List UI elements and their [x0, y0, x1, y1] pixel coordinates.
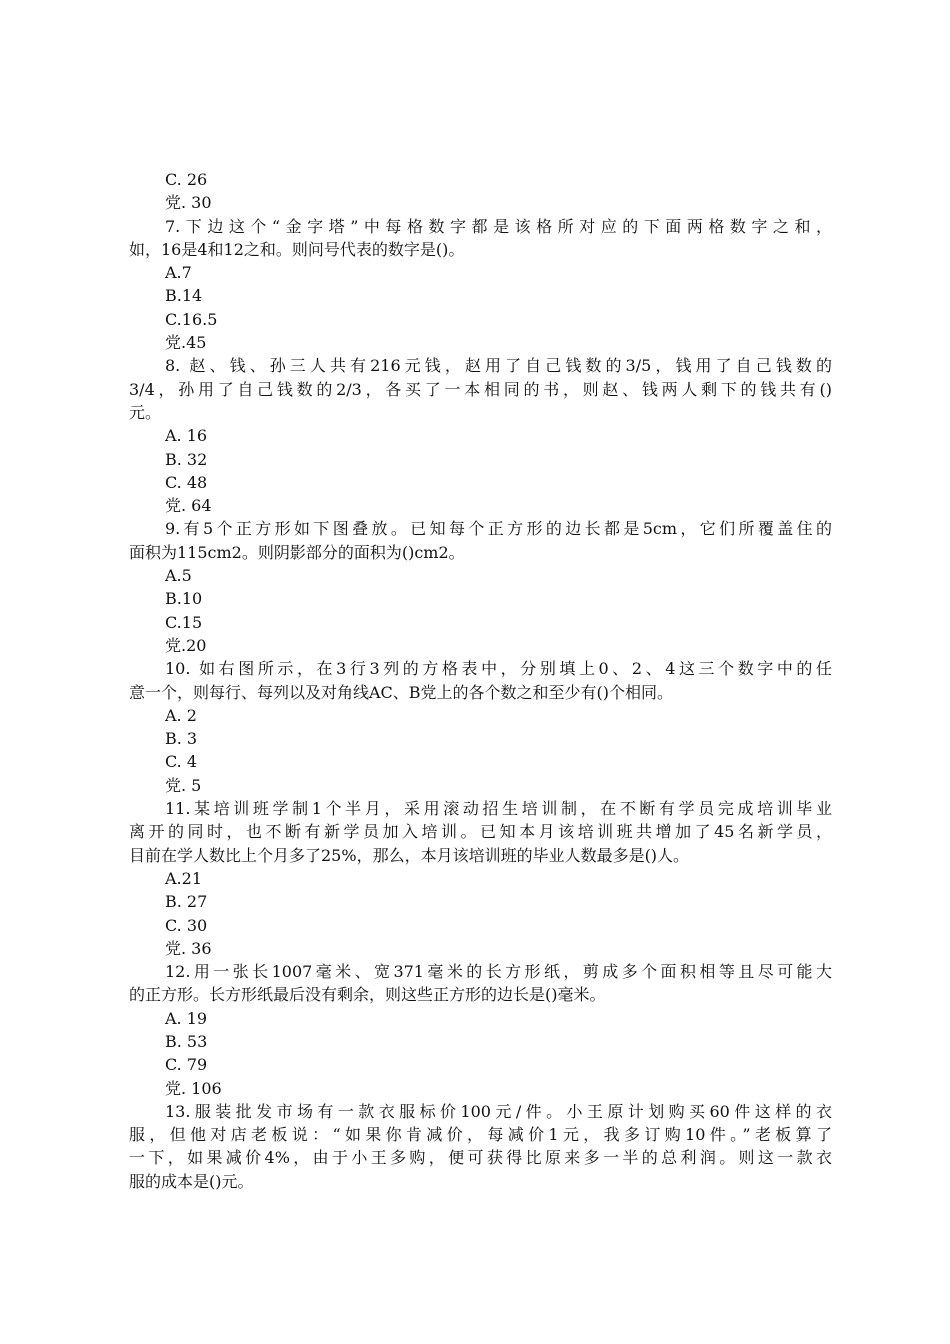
- answer-option: C.16.5: [165, 309, 218, 329]
- question-text-line: 意一个，则每行、每列以及对角线AC、B党上的各个数之和至少有()个相同。: [129, 682, 674, 702]
- answer-option: A. 2: [165, 705, 197, 725]
- answer-option: C.15: [165, 612, 203, 632]
- answer-option: 党.20: [165, 635, 207, 655]
- question-text-line: 元。: [129, 402, 162, 422]
- answer-option: A.7: [165, 263, 192, 283]
- question-text-line: 服的成本是()元。: [129, 1171, 254, 1191]
- answer-option: A. 16: [165, 426, 208, 446]
- question-text-line: 13.服装批发市场有一款衣服标价100元/件。小王原计划购买60件这样的衣: [165, 1101, 832, 1121]
- answer-option: C. 79: [165, 1055, 208, 1075]
- document-page: [129, 168, 832, 1193]
- answer-option: B. 27: [165, 892, 208, 912]
- answer-option: 党. 106: [165, 1078, 222, 1098]
- answer-option: B. 3: [165, 729, 198, 749]
- question-text-line: 12.用一张长1007毫米、宽371毫米的长方形纸，剪成多个面积相等且尽可能大: [165, 962, 832, 982]
- answer-option: 党. 5: [165, 775, 202, 795]
- question-text-line: 如，16是4和12之和。则问号代表的数字是()。: [129, 239, 465, 259]
- question-text-line: 3/4，孙用了自己钱数的2/3，各买了一本相同的书，则赵、钱两人剩下的钱共有(): [129, 379, 832, 399]
- question-text-line: 面积为115cm2。则阴影部分的面积为()cm2。: [129, 542, 465, 562]
- answer-option: A.21: [165, 868, 202, 888]
- answer-option: 党. 30: [165, 193, 212, 213]
- question-text-line: 服，但他对店老板说：“如果你肯减价，每减价1元，我多订购10件。”老板算了: [129, 1125, 832, 1145]
- question-text-line: 10. 如右图所示，在3行3列的方格表中，分别填上0、2、4这三个数字中的任: [165, 659, 832, 679]
- answer-option: C. 4: [165, 752, 198, 772]
- answer-option: B. 32: [165, 449, 208, 469]
- question-text-line: 一下，如果减价4%，由于小王多购，便可获得比原来多一半的总利润。则这一款衣: [129, 1148, 832, 1168]
- question-text-line: 9.有5个正方形如下图叠放。已知每个正方形的边长都是5cm，它们所覆盖住的: [165, 519, 832, 539]
- question-text-line: 目前在学人数比上个月多了25%，那么，本月该培训班的毕业人数最多是()人。: [129, 845, 690, 865]
- answer-option: A. 19: [165, 1008, 208, 1028]
- answer-option: 党. 36: [165, 938, 212, 958]
- answer-option: B. 53: [165, 1031, 208, 1051]
- answer-option: 党.45: [165, 333, 207, 353]
- answer-option: C. 26: [165, 170, 208, 189]
- answer-option: B.14: [165, 286, 203, 306]
- question-text-line: 11.某培训班学制1个半月，采用滚动招生培训制，在不断有学员完成培训毕业: [165, 799, 832, 819]
- answer-option: C. 30: [165, 915, 208, 935]
- answer-option: A.5: [165, 566, 192, 586]
- question-text-line: 离开的同时，也不断有新学员加入培训。已知本月该培训班共增加了45名新学员，: [129, 822, 832, 842]
- answer-option: 党. 64: [165, 496, 212, 516]
- question-text-line: 7.下边这个“金字塔”中每格数字都是该格所对应的下面两格数字之和，: [165, 216, 832, 236]
- question-text-line: 的正方形。长方形纸最后没有剩余，则这些正方形的边长是()毫米。: [129, 985, 606, 1005]
- answer-option: B.10: [165, 589, 203, 609]
- question-text-line: 8. 赵、钱、孙三人共有216元钱，赵用了自己钱数的3/5，钱用了自己钱数的: [165, 356, 832, 376]
- answer-option: C. 48: [165, 472, 208, 492]
